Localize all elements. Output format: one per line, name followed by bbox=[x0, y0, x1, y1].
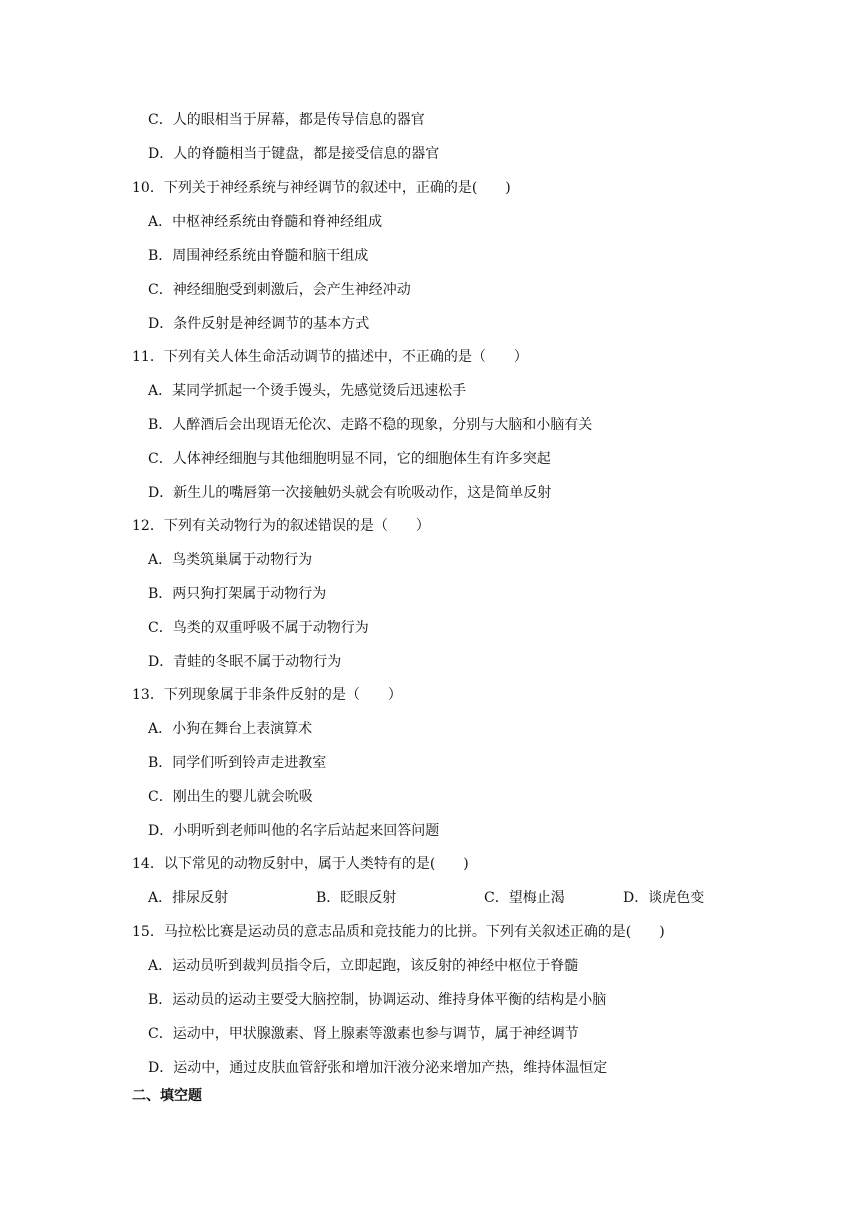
option-11b: B．人醉酒后会出现语无伦次、走路不稳的现象，分别与大脑和小脑有关 bbox=[148, 417, 593, 433]
option-14c: C．望梅止渴 bbox=[484, 890, 565, 906]
option-10a: A．中枢神经系统由脊髓和脊神经组成 bbox=[148, 214, 383, 230]
option-9d: D．人的脊髓相当于键盘，都是接受信息的器官 bbox=[148, 146, 440, 162]
question-15: 15．马拉松比赛是运动员的意志品质和竞技能力的比拼。下列有关叙述正确的是( ) bbox=[132, 924, 665, 940]
option-11c: C．人体神经细胞与其他细胞明显不同，它的细胞体生有许多突起 bbox=[148, 451, 551, 467]
question-12: 12．下列有关动物行为的叙述错误的是（ ） bbox=[132, 518, 430, 534]
question-13: 13．下列现象属于非条件反射的是（ ） bbox=[132, 687, 402, 703]
question-10: 10．下列关于神经系统与神经调节的叙述中，正确的是( ) bbox=[132, 180, 511, 196]
option-13d: D．小明听到老师叫他的名字后站起来回答问题 bbox=[148, 823, 440, 839]
option-9c: C．人的眼相当于屏幕，都是传导信息的器官 bbox=[148, 112, 425, 128]
option-15d: D．运动中，通过皮肤血管舒张和增加汗液分泌来增加产热，维持体温恒定 bbox=[148, 1060, 608, 1076]
option-15b: B．运动员的运动主要受大脑控制，协调运动、维持身体平衡的结构是小脑 bbox=[148, 992, 607, 1008]
option-14b: B．眨眼反射 bbox=[316, 890, 397, 906]
option-11d: D．新生儿的嘴唇第一次接触奶头就会有吮吸动作，这是简单反射 bbox=[148, 485, 552, 501]
option-15a: A．运动员听到裁判员指令后，立即起跑，该反射的神经中枢位于脊髓 bbox=[148, 958, 579, 974]
option-11a: A．某同学抓起一个烫手馒头，先感觉烫后迅速松手 bbox=[148, 383, 467, 399]
option-10d: D．条件反射是神经调节的基本方式 bbox=[148, 316, 370, 332]
question-14: 14．以下常见的动物反射中，属于人类特有的是( ) bbox=[132, 856, 469, 872]
option-12a: A．鸟类筑巢属于动物行为 bbox=[148, 552, 313, 568]
option-13b: B．同学们听到铃声走进教室 bbox=[148, 755, 327, 771]
option-12d: D．青蛙的冬眠不属于动物行为 bbox=[148, 654, 342, 670]
option-10c: C．神经细胞受到刺激后，会产生神经冲动 bbox=[148, 282, 411, 298]
option-13c: C．刚出生的婴儿就会吮吸 bbox=[148, 789, 313, 805]
option-14a: A．排尿反射 bbox=[148, 890, 229, 906]
option-13a: A．小狗在舞台上表演算术 bbox=[148, 721, 313, 737]
option-14d: D．谈虎色变 bbox=[623, 890, 705, 906]
option-10b: B．周围神经系统由脊髓和脑干组成 bbox=[148, 248, 369, 264]
option-12c: C．鸟类的双重呼吸不属于动物行为 bbox=[148, 620, 369, 636]
option-15c: C．运动中，甲状腺激素、肾上腺素等激素也参与调节，属于神经调节 bbox=[148, 1026, 579, 1042]
section-title-fill-in: 二、填空题 bbox=[132, 1088, 202, 1104]
option-12b: B．两只狗打架属于动物行为 bbox=[148, 586, 327, 602]
question-11: 11．下列有关人体生命活动调节的描述中，不正确的是（ ） bbox=[132, 349, 528, 365]
